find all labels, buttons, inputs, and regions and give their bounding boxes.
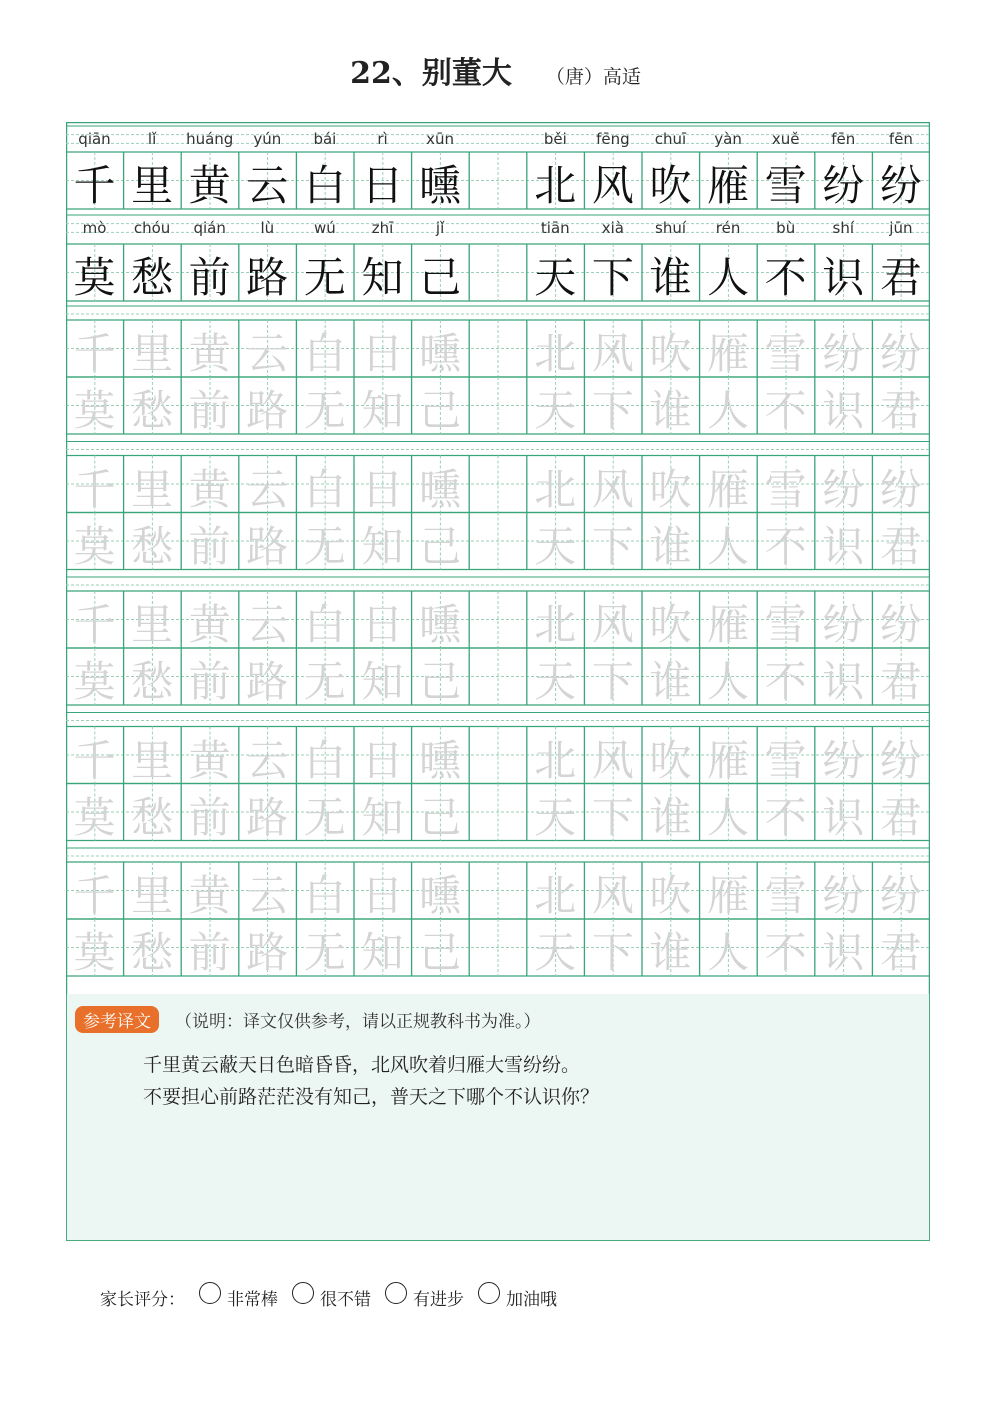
trace-character: 君 bbox=[879, 521, 922, 571]
trace-character: 曛 bbox=[419, 735, 462, 785]
poem-character: 雪 bbox=[764, 161, 807, 210]
trace-character: 人 bbox=[707, 928, 750, 977]
trace-character: 雪 bbox=[764, 871, 807, 920]
trace-character: 莫 bbox=[73, 521, 116, 571]
trace-character: 路 bbox=[246, 928, 289, 977]
trace-character: 知 bbox=[361, 386, 404, 435]
trace-character: 无 bbox=[303, 521, 346, 571]
poem-character: 北 bbox=[534, 161, 577, 210]
rating-option-1-label: 非常棒 bbox=[227, 1289, 278, 1310]
trace-character: 愁 bbox=[131, 928, 174, 977]
trace-character: 雁 bbox=[707, 735, 750, 785]
rating-option-3-label: 有进步 bbox=[413, 1289, 464, 1310]
trace-character: 识 bbox=[822, 792, 865, 842]
trace-character: 千 bbox=[73, 600, 116, 649]
trace-character: 识 bbox=[822, 928, 865, 977]
trace-character: 纷 bbox=[822, 464, 865, 514]
trace-character: 己 bbox=[419, 928, 462, 977]
trace-character: 知 bbox=[361, 521, 404, 571]
trace-character: 云 bbox=[246, 329, 289, 378]
poem-title: 22、别董大 bbox=[350, 56, 512, 91]
trace-character: 云 bbox=[246, 600, 289, 649]
reference-line-2: 不要担心前路茫茫没有知己，普天之下哪个不认识你？ bbox=[143, 1086, 600, 1108]
reference-line-1: 千里黄云蔽天日色暗昏昏，北风吹着归雁大雪纷纷。 bbox=[143, 1054, 581, 1076]
trace-character: 不 bbox=[764, 386, 807, 435]
trace-character: 北 bbox=[534, 464, 577, 514]
trace-character: 天 bbox=[534, 928, 577, 977]
reference-note: （说明：译文仅供参考，请以正规教科书为准。） bbox=[175, 1012, 541, 1032]
pinyin-syllable: chuī bbox=[654, 130, 687, 148]
trace-character: 人 bbox=[707, 792, 750, 842]
trace-character: 己 bbox=[419, 657, 462, 706]
trace-character: 不 bbox=[764, 928, 807, 977]
poem-character: 曛 bbox=[419, 161, 462, 210]
trace-character: 天 bbox=[534, 521, 577, 571]
pinyin-syllable: rén bbox=[715, 219, 741, 237]
trace-character: 前 bbox=[188, 521, 231, 571]
trace-character: 不 bbox=[764, 657, 807, 706]
trace-character: 愁 bbox=[131, 792, 174, 842]
trace-character: 君 bbox=[879, 928, 922, 977]
pinyin-syllable: jūn bbox=[889, 219, 913, 237]
pinyin-syllable: běi bbox=[543, 130, 567, 148]
trace-character: 人 bbox=[707, 521, 750, 571]
trace-character: 风 bbox=[591, 871, 634, 920]
poem-character: 愁 bbox=[131, 253, 174, 302]
trace-character: 下 bbox=[591, 657, 634, 706]
rating-option-4-label: 加油哦 bbox=[506, 1289, 557, 1310]
trace-character: 谁 bbox=[649, 792, 692, 842]
trace-character: 知 bbox=[361, 792, 404, 842]
trace-character: 纷 bbox=[822, 735, 865, 785]
trace-character: 前 bbox=[188, 928, 231, 977]
rating-option-2-radio[interactable] bbox=[292, 1282, 314, 1304]
trace-character: 曛 bbox=[419, 464, 462, 514]
trace-character: 愁 bbox=[131, 657, 174, 706]
pinyin-syllable: shí bbox=[832, 219, 855, 237]
trace-character: 里 bbox=[131, 871, 174, 920]
trace-character: 日 bbox=[361, 871, 404, 920]
trace-character: 前 bbox=[188, 792, 231, 842]
poem-dynasty: （唐） bbox=[545, 66, 603, 88]
pinyin-syllable: wú bbox=[314, 219, 336, 237]
pinyin-syllable: lǐ bbox=[147, 130, 157, 148]
pinyin-syllable: bái bbox=[313, 130, 337, 148]
poem-character: 风 bbox=[591, 161, 634, 210]
trace-character: 纷 bbox=[879, 735, 922, 785]
pinyin-syllable: fēn bbox=[831, 130, 856, 148]
pinyin-syllable: mò bbox=[82, 219, 107, 237]
trace-character: 无 bbox=[303, 386, 346, 435]
poem-author: 高适 bbox=[602, 66, 641, 88]
trace-character: 白 bbox=[303, 329, 346, 378]
poem-character: 云 bbox=[246, 161, 289, 210]
trace-character: 黄 bbox=[188, 735, 231, 785]
trace-character: 曛 bbox=[419, 600, 462, 649]
trace-character: 北 bbox=[534, 871, 577, 920]
trace-character: 谁 bbox=[649, 521, 692, 571]
trace-character: 雁 bbox=[707, 600, 750, 649]
trace-character: 黄 bbox=[188, 600, 231, 649]
trace-character: 日 bbox=[361, 600, 404, 649]
trace-character: 白 bbox=[303, 464, 346, 514]
poem-character: 己 bbox=[419, 253, 462, 302]
pinyin-syllable: qiān bbox=[78, 130, 111, 148]
poem-character: 纷 bbox=[822, 161, 865, 210]
pinyin-syllable: fēn bbox=[888, 130, 913, 148]
trace-character: 里 bbox=[131, 600, 174, 649]
page-title bbox=[0, 48, 991, 92]
trace-character: 北 bbox=[534, 600, 577, 649]
pinyin-syllable: xià bbox=[601, 219, 625, 237]
trace-character: 风 bbox=[591, 735, 634, 785]
trace-character: 莫 bbox=[73, 657, 116, 706]
trace-character: 不 bbox=[764, 792, 807, 842]
poem-character: 天 bbox=[534, 253, 577, 302]
trace-character: 白 bbox=[303, 600, 346, 649]
trace-character: 识 bbox=[822, 521, 865, 571]
trace-character: 己 bbox=[419, 386, 462, 435]
pinyin-syllable: jǐ bbox=[435, 219, 445, 237]
trace-character: 黄 bbox=[188, 871, 231, 920]
trace-character: 路 bbox=[246, 521, 289, 571]
trace-character: 知 bbox=[361, 928, 404, 977]
poem-character: 人 bbox=[707, 253, 750, 302]
trace-character: 雪 bbox=[764, 329, 807, 378]
trace-character: 纷 bbox=[879, 600, 922, 649]
poem-character: 雁 bbox=[707, 161, 750, 210]
trace-character: 北 bbox=[534, 735, 577, 785]
trace-character: 云 bbox=[246, 464, 289, 514]
poem-character: 知 bbox=[361, 253, 404, 302]
poem-character: 千 bbox=[73, 161, 116, 210]
pinyin-syllable: chóu bbox=[133, 219, 171, 237]
poem-character: 下 bbox=[591, 253, 634, 302]
trace-character: 吹 bbox=[649, 329, 692, 378]
poem-character: 谁 bbox=[649, 253, 692, 302]
trace-character: 愁 bbox=[131, 521, 174, 571]
poem-character: 白 bbox=[303, 161, 346, 210]
trace-character: 雁 bbox=[707, 464, 750, 514]
trace-character: 愁 bbox=[131, 386, 174, 435]
rating-option-1-radio[interactable] bbox=[199, 1282, 221, 1304]
trace-character: 里 bbox=[131, 329, 174, 378]
trace-character: 人 bbox=[707, 657, 750, 706]
trace-character: 千 bbox=[73, 871, 116, 920]
trace-character: 风 bbox=[591, 600, 634, 649]
trace-character: 里 bbox=[131, 735, 174, 785]
trace-character: 路 bbox=[246, 386, 289, 435]
trace-character: 黄 bbox=[188, 464, 231, 514]
trace-character: 纷 bbox=[879, 871, 922, 920]
trace-character: 纷 bbox=[822, 329, 865, 378]
trace-character: 莫 bbox=[73, 928, 116, 977]
pinyin-syllable: yàn bbox=[714, 130, 742, 148]
poem-character: 识 bbox=[822, 253, 865, 302]
poem-character: 黄 bbox=[188, 161, 231, 210]
trace-character: 己 bbox=[419, 792, 462, 842]
trace-character: 白 bbox=[303, 735, 346, 785]
trace-character: 无 bbox=[303, 657, 346, 706]
trace-character: 纷 bbox=[822, 600, 865, 649]
trace-character: 君 bbox=[879, 657, 922, 706]
trace-character: 千 bbox=[73, 735, 116, 785]
trace-character: 前 bbox=[188, 386, 231, 435]
trace-character: 识 bbox=[822, 657, 865, 706]
trace-character: 下 bbox=[591, 928, 634, 977]
trace-character: 雪 bbox=[764, 735, 807, 785]
trace-character: 千 bbox=[73, 329, 116, 378]
pinyin-syllable: yún bbox=[253, 130, 282, 148]
trace-character: 纷 bbox=[879, 464, 922, 514]
trace-character: 云 bbox=[246, 871, 289, 920]
pinyin-syllable: shuí bbox=[655, 219, 686, 237]
trace-character: 下 bbox=[591, 792, 634, 842]
trace-character: 风 bbox=[591, 464, 634, 514]
trace-character: 白 bbox=[303, 871, 346, 920]
trace-character: 知 bbox=[361, 657, 404, 706]
pinyin-syllable: xūn bbox=[426, 130, 455, 148]
trace-character: 云 bbox=[246, 735, 289, 785]
trace-character: 雪 bbox=[764, 464, 807, 514]
trace-character: 日 bbox=[361, 735, 404, 785]
pinyin-syllable: qián bbox=[193, 219, 226, 237]
trace-character: 天 bbox=[534, 386, 577, 435]
trace-character: 里 bbox=[131, 464, 174, 514]
trace-character: 下 bbox=[591, 521, 634, 571]
trace-character: 雁 bbox=[707, 871, 750, 920]
reference-translation-panel bbox=[66, 994, 930, 1241]
trace-character: 天 bbox=[534, 792, 577, 842]
trace-character: 莫 bbox=[73, 386, 116, 435]
trace-character: 吹 bbox=[649, 464, 692, 514]
reference-badge: 参考译文 bbox=[75, 1006, 159, 1033]
trace-character: 莫 bbox=[73, 792, 116, 842]
trace-character: 不 bbox=[764, 521, 807, 571]
trace-character: 识 bbox=[822, 386, 865, 435]
pinyin-syllable: lù bbox=[260, 219, 275, 237]
poem-character: 无 bbox=[303, 253, 346, 302]
trace-character: 无 bbox=[303, 928, 346, 977]
trace-character: 日 bbox=[361, 329, 404, 378]
poem-character: 君 bbox=[879, 253, 922, 302]
trace-character: 路 bbox=[246, 657, 289, 706]
rating-label: 家长评分： bbox=[100, 1289, 185, 1310]
pinyin-syllable: rì bbox=[377, 130, 388, 148]
parent-rating bbox=[100, 1282, 557, 1312]
pinyin-syllable: fēng bbox=[596, 130, 630, 148]
trace-character: 雁 bbox=[707, 329, 750, 378]
trace-character: 吹 bbox=[649, 871, 692, 920]
pinyin-syllable: xuě bbox=[771, 130, 800, 148]
trace-character: 路 bbox=[246, 792, 289, 842]
trace-character: 前 bbox=[188, 657, 231, 706]
trace-character: 谁 bbox=[649, 657, 692, 706]
trace-character: 下 bbox=[591, 386, 634, 435]
trace-character: 君 bbox=[879, 386, 922, 435]
trace-character: 纷 bbox=[822, 871, 865, 920]
trace-character: 雪 bbox=[764, 600, 807, 649]
poem-character: 路 bbox=[246, 253, 289, 302]
trace-character: 君 bbox=[879, 792, 922, 842]
trace-character: 人 bbox=[707, 386, 750, 435]
rating-option-4-radio[interactable] bbox=[478, 1282, 500, 1304]
poem-character: 吹 bbox=[649, 161, 692, 210]
trace-character: 谁 bbox=[649, 928, 692, 977]
pinyin-syllable: bù bbox=[776, 219, 796, 237]
trace-character: 曛 bbox=[419, 329, 462, 378]
pinyin-syllable: zhī bbox=[371, 219, 394, 237]
trace-character: 黄 bbox=[188, 329, 231, 378]
trace-character: 日 bbox=[361, 464, 404, 514]
writing-grid bbox=[66, 122, 930, 994]
trace-character: 谁 bbox=[649, 386, 692, 435]
poem-character: 不 bbox=[764, 253, 807, 302]
trace-character: 吹 bbox=[649, 735, 692, 785]
trace-character: 曛 bbox=[419, 871, 462, 920]
poem-character: 前 bbox=[188, 253, 231, 302]
trace-character: 纷 bbox=[879, 329, 922, 378]
trace-character: 千 bbox=[73, 464, 116, 514]
trace-character: 北 bbox=[534, 329, 577, 378]
rating-option-2-label: 很不错 bbox=[320, 1289, 371, 1310]
trace-character: 己 bbox=[419, 521, 462, 571]
rating-option-3-radio[interactable] bbox=[385, 1282, 407, 1304]
pinyin-syllable: tiān bbox=[540, 219, 570, 237]
pinyin-syllable: huáng bbox=[186, 130, 234, 148]
poem-character: 莫 bbox=[73, 253, 116, 302]
trace-character: 风 bbox=[591, 329, 634, 378]
trace-character: 天 bbox=[534, 657, 577, 706]
trace-character: 无 bbox=[303, 792, 346, 842]
poem-character: 里 bbox=[131, 161, 174, 210]
poem-character: 日 bbox=[361, 161, 404, 210]
trace-character: 吹 bbox=[649, 600, 692, 649]
poem-character: 纷 bbox=[879, 161, 922, 210]
